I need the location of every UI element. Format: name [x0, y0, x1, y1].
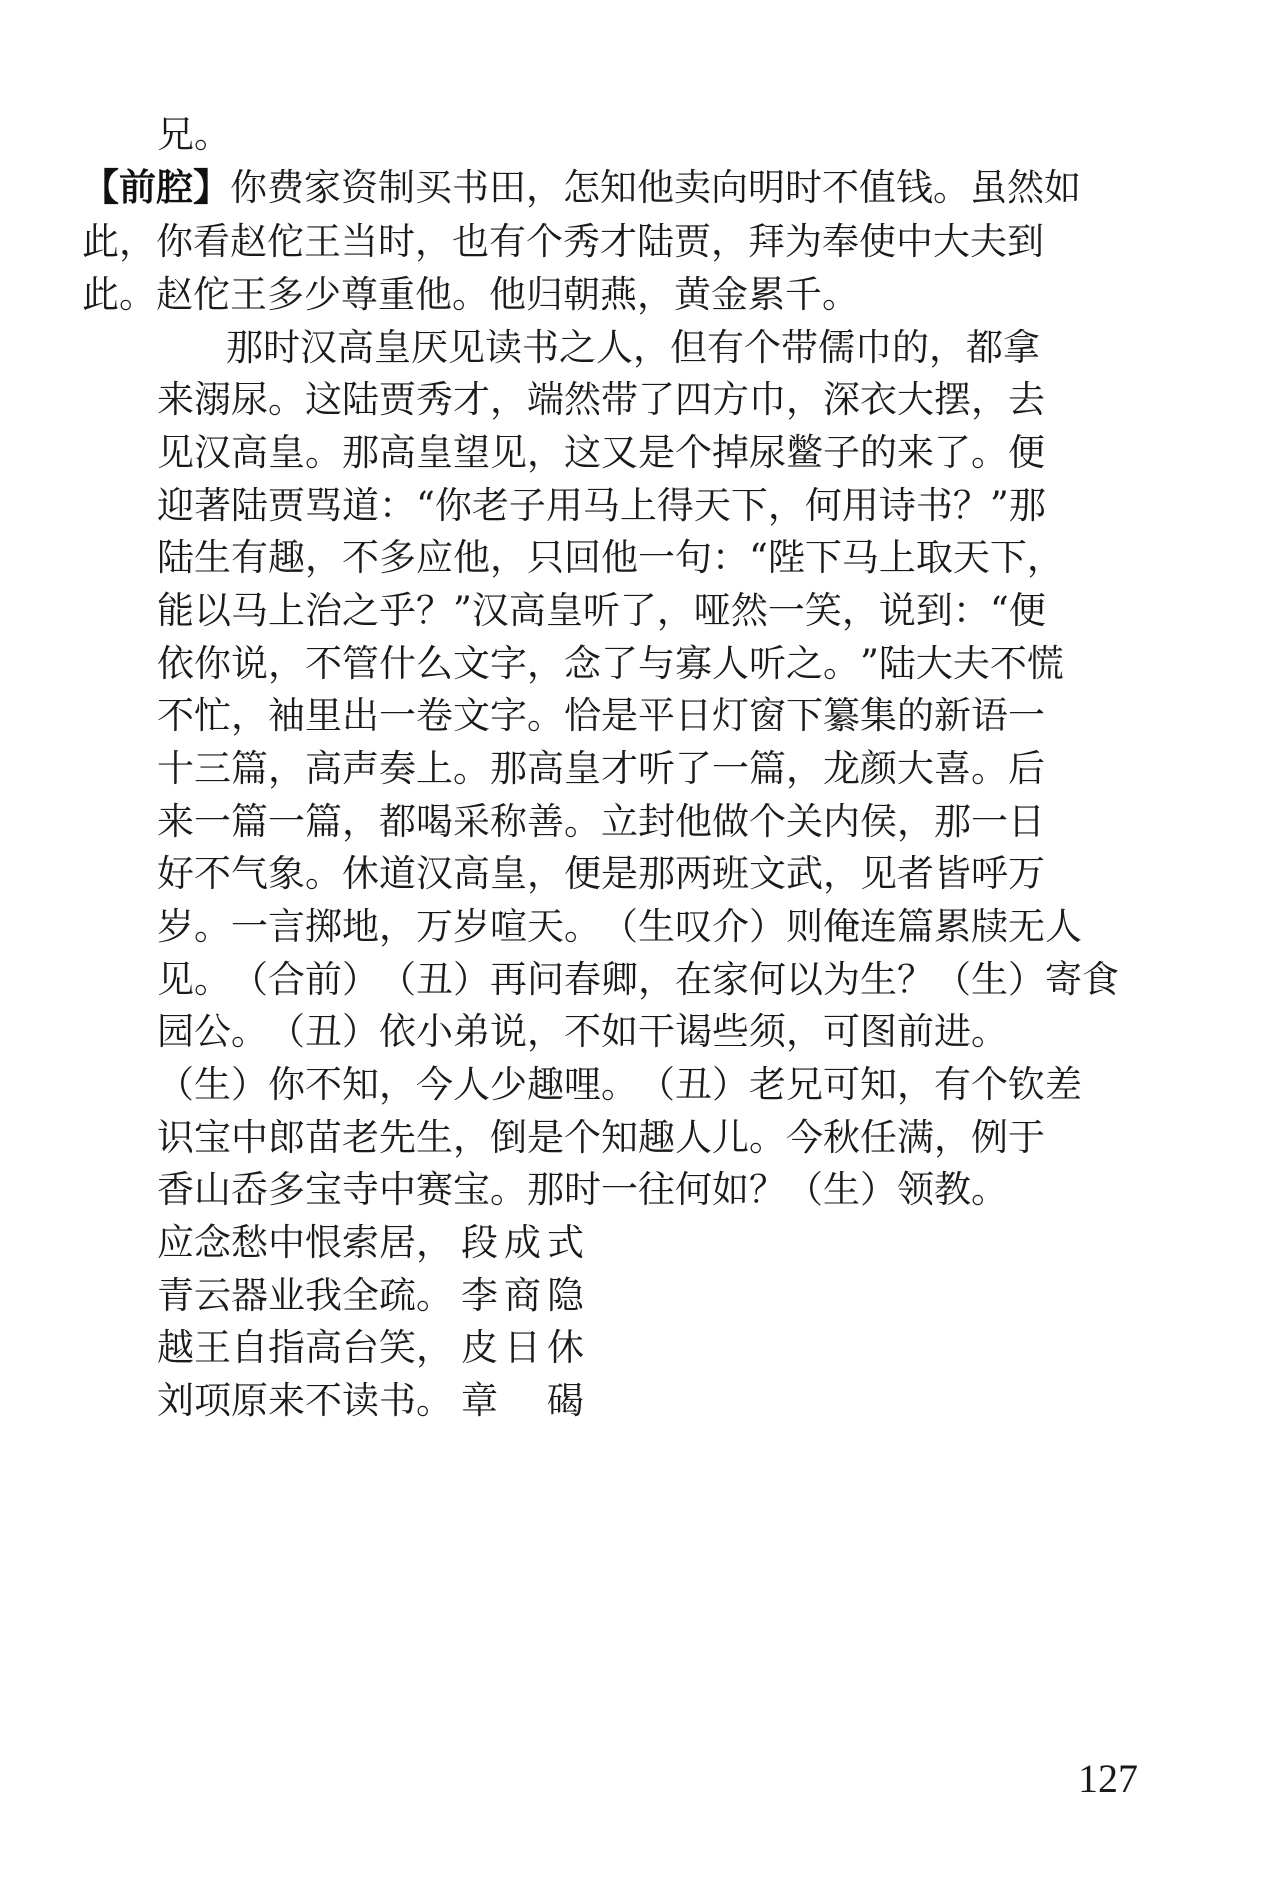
text-line: 十 三 篇 ， 高 声 奏 上 。 那 高 皇 才 听 了 一 篇 ， 龙 颜 大 喜 。 后 — [157, 747, 1045, 790]
aria-tag: 【前腔】 — [82, 166, 230, 209]
text-line: 香山岙多宝寺中赛宝。那时一往何如？（生）领教。 — [157, 1168, 1008, 1211]
poem-author: 段成式 — [461, 1221, 590, 1264]
poem-verse: 越王自指高台笑， — [157, 1326, 453, 1369]
text-line: 来 溺 尿 。 这 陆 贾 秀 才 ， 端 然 带 了 四 方 巾 ， 深 衣 大 摆 ， 去 — [157, 378, 1045, 421]
poem-author: 章 碣 — [461, 1379, 590, 1422]
poem-line — [157, 1379, 590, 1423]
text-line: 迎 著 陆 贾 骂 道 ： “ 你 老 子 用 马 上 得 天 下 ， 何 用 诗 书 ？ ” 那 — [157, 484, 1046, 527]
poem-line — [157, 1221, 590, 1265]
text-line: 见 汉 高 皇 。 那 高 皇 望 见 ， 这 又 是 个 掉 尿 鳖 子 的 来 了 。 便 — [157, 431, 1045, 474]
text-line: 兄。 — [157, 113, 231, 156]
text-line: 不 忙 ， 袖 里 出 一 卷 文 字 。 恰 是 平 日 灯 窗 下 纂 集 的 新 语 一 — [157, 694, 1045, 737]
text-line: 那 时 汉 高 皇 厌 见 读 书 之 人 ， 但 有 个 带 儒 巾 的 ， 都 拿 — [226, 326, 1040, 369]
text-line: 园 公 。 （ 丑 ） 依 小 弟 说 ， 不 如 干 谒 些 须 ， 可 图 前 进 。 — [157, 1010, 1008, 1053]
text-line: 能 以 马 上 治 之 乎 ？ ” 汉 高 皇 听 了 ， 哑 然 一 笑 ， 说 到 ： “ 便 — [157, 589, 1046, 632]
text-line: 【前腔】 你 费 家 资 制 买 书 田 ， 怎 知 他 卖 向 明 时 不 值 钱 。 虽 然 如 — [82, 166, 1081, 209]
text-line: 见 。 （ 合 前 ） （ 丑 ） 再 问 春 卿 ， 在 家 何 以 为 生 ？ （ 生 ） 寄 食 — [157, 958, 1119, 1001]
text-line: 陆 生 有 趣 ， 不 多 应 他 ， 只 回 他 一 句 ： “ 陛 下 马 上 取 天 下 ， — [157, 536, 1064, 579]
poem-verse: 刘项原来不读书。 — [157, 1379, 453, 1422]
text-line: 识 宝 中 郎 苗 老 先 生 ， 倒 是 个 知 趣 人 儿 。 今 秋 任 满 ， 例 于 — [157, 1116, 1045, 1159]
text-line: （ 生 ） 你 不 知 ， 今 人 少 趣 哩 。 （ 丑 ） 老 兄 可 知 ， 有 个 钦 差 — [157, 1063, 1082, 1106]
poem-line — [157, 1274, 590, 1318]
text-line: 依 你 说 ， 不 管 什 么 文 字 ， 念 了 与 寡 人 听 之 。 ” 陆 大 夫 不 慌 — [157, 642, 1064, 685]
text-line: 此 ， 你 看 赵 佗 王 当 时 ， 也 有 个 秀 才 陆 贾 ， 拜 为 奉 使 中 大 夫 到 — [82, 220, 1044, 263]
poem-verse: 青云器业我全疏。 — [157, 1274, 453, 1317]
text-line: 此。赵佗王多少尊重他。他归朝燕，黄金累千。 — [82, 273, 859, 316]
poem-verse: 应念愁中恨索居， — [157, 1221, 453, 1264]
text-line: 岁 。 一 言 掷 地 ， 万 岁 喧 天 。 （ 生 叹 介 ） 则 俺 连 篇 累 牍 无 人 — [157, 905, 1082, 948]
page-number: 127 — [1078, 1756, 1138, 1801]
poem-author: 皮日休 — [461, 1326, 590, 1369]
text-line: 好 不 气 象 。 休 道 汉 高 皇 ， 便 是 那 两 班 文 武 ， 见 者 皆 呼 万 — [157, 852, 1045, 895]
text-line: 来 一 篇 一 篇 ， 都 喝 采 称 善 。 立 封 他 做 个 关 内 侯 ， 那 一 日 — [157, 800, 1045, 843]
poem-line — [157, 1326, 590, 1370]
poem-author: 李商隐 — [461, 1274, 590, 1317]
